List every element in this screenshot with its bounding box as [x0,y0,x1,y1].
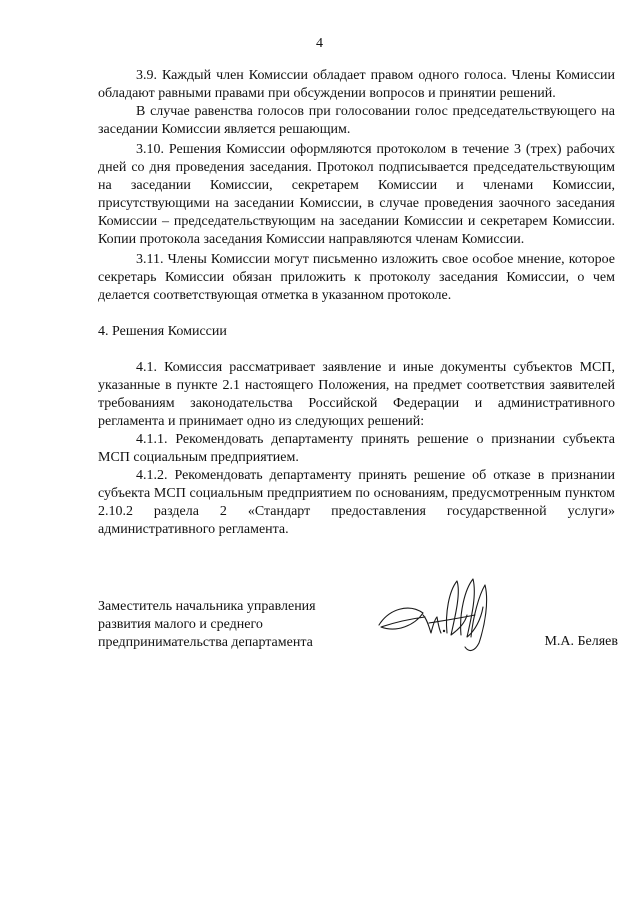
paragraph-4-1-2: 4.1.2. Рекомендовать департаменту принять решение об отказе в признании субъекта МСП социальным предприятием по основаниям, предусмотренным пунктом 2.10.2 раздела 2 «Стандарт предоставления государственной услуги» административного регламента. [98,468,615,537]
document-body [98,67,615,539]
signer-title-line: предпринимательства департамента [98,635,313,650]
signer-title [98,598,358,652]
signer-title-line: развития малого и среднего [98,617,263,632]
paragraph-3-10: 3.10. Решения Комиссии оформляются протоколом в течение 3 (трех) рабочих дней со дня проведения заседания. Протокол подписывается председательствующим на заседании Комиссии, секретарем Комиссии и членами Комиссии, присутствующими на заседании Комиссии, в случае проведения заочного заседания Комиссии – председательствующим на заседании Комиссии и секретарем Комиссии. Копии протокола заседания Комиссии направляются членам Комиссии. [98,142,615,247]
paragraph-3-9: 3.9. Каждый член Комиссии обладает правом одного голоса. Члены Комиссии обладают равными правами при обсуждении вопросов и принятии решений. [98,68,615,101]
paragraph-4-1: 4.1. Комиссия рассматривает заявление и иные документы субъектов МСП, указанные в пункте 2.1 настоящего Положения, на предмет соответствия заявителей требованиям законодательства Российской Федерации и административного регламента и принимает одно из следующих решений: [98,360,615,429]
signature-block [98,598,618,678]
paragraph-3-9-tie-vote: В случае равенства голосов при голосовании голос председательствующего на заседании Комиссии является решающим. [98,104,615,137]
page-number: 4 [316,36,323,51]
signer-title-line: Заместитель начальника управления [98,599,316,614]
signer-name: М.А. Беляев [544,634,618,649]
section-heading: 4. Решения Комиссии [98,324,227,339]
handwritten-signature [375,573,495,669]
paragraph-4-1-1: 4.1.1. Рекомендовать департаменту принять решение о признании субъекта МСП социальным предприятием. [98,432,615,465]
paragraph-3-11: 3.11. Члены Комиссии могут письменно изложить свое особое мнение, которое секретарь Комиссии обязан приложить к протоколу заседания Комиссии, о чем делается соответствующая отметка в указанном протоколе. [98,252,615,303]
